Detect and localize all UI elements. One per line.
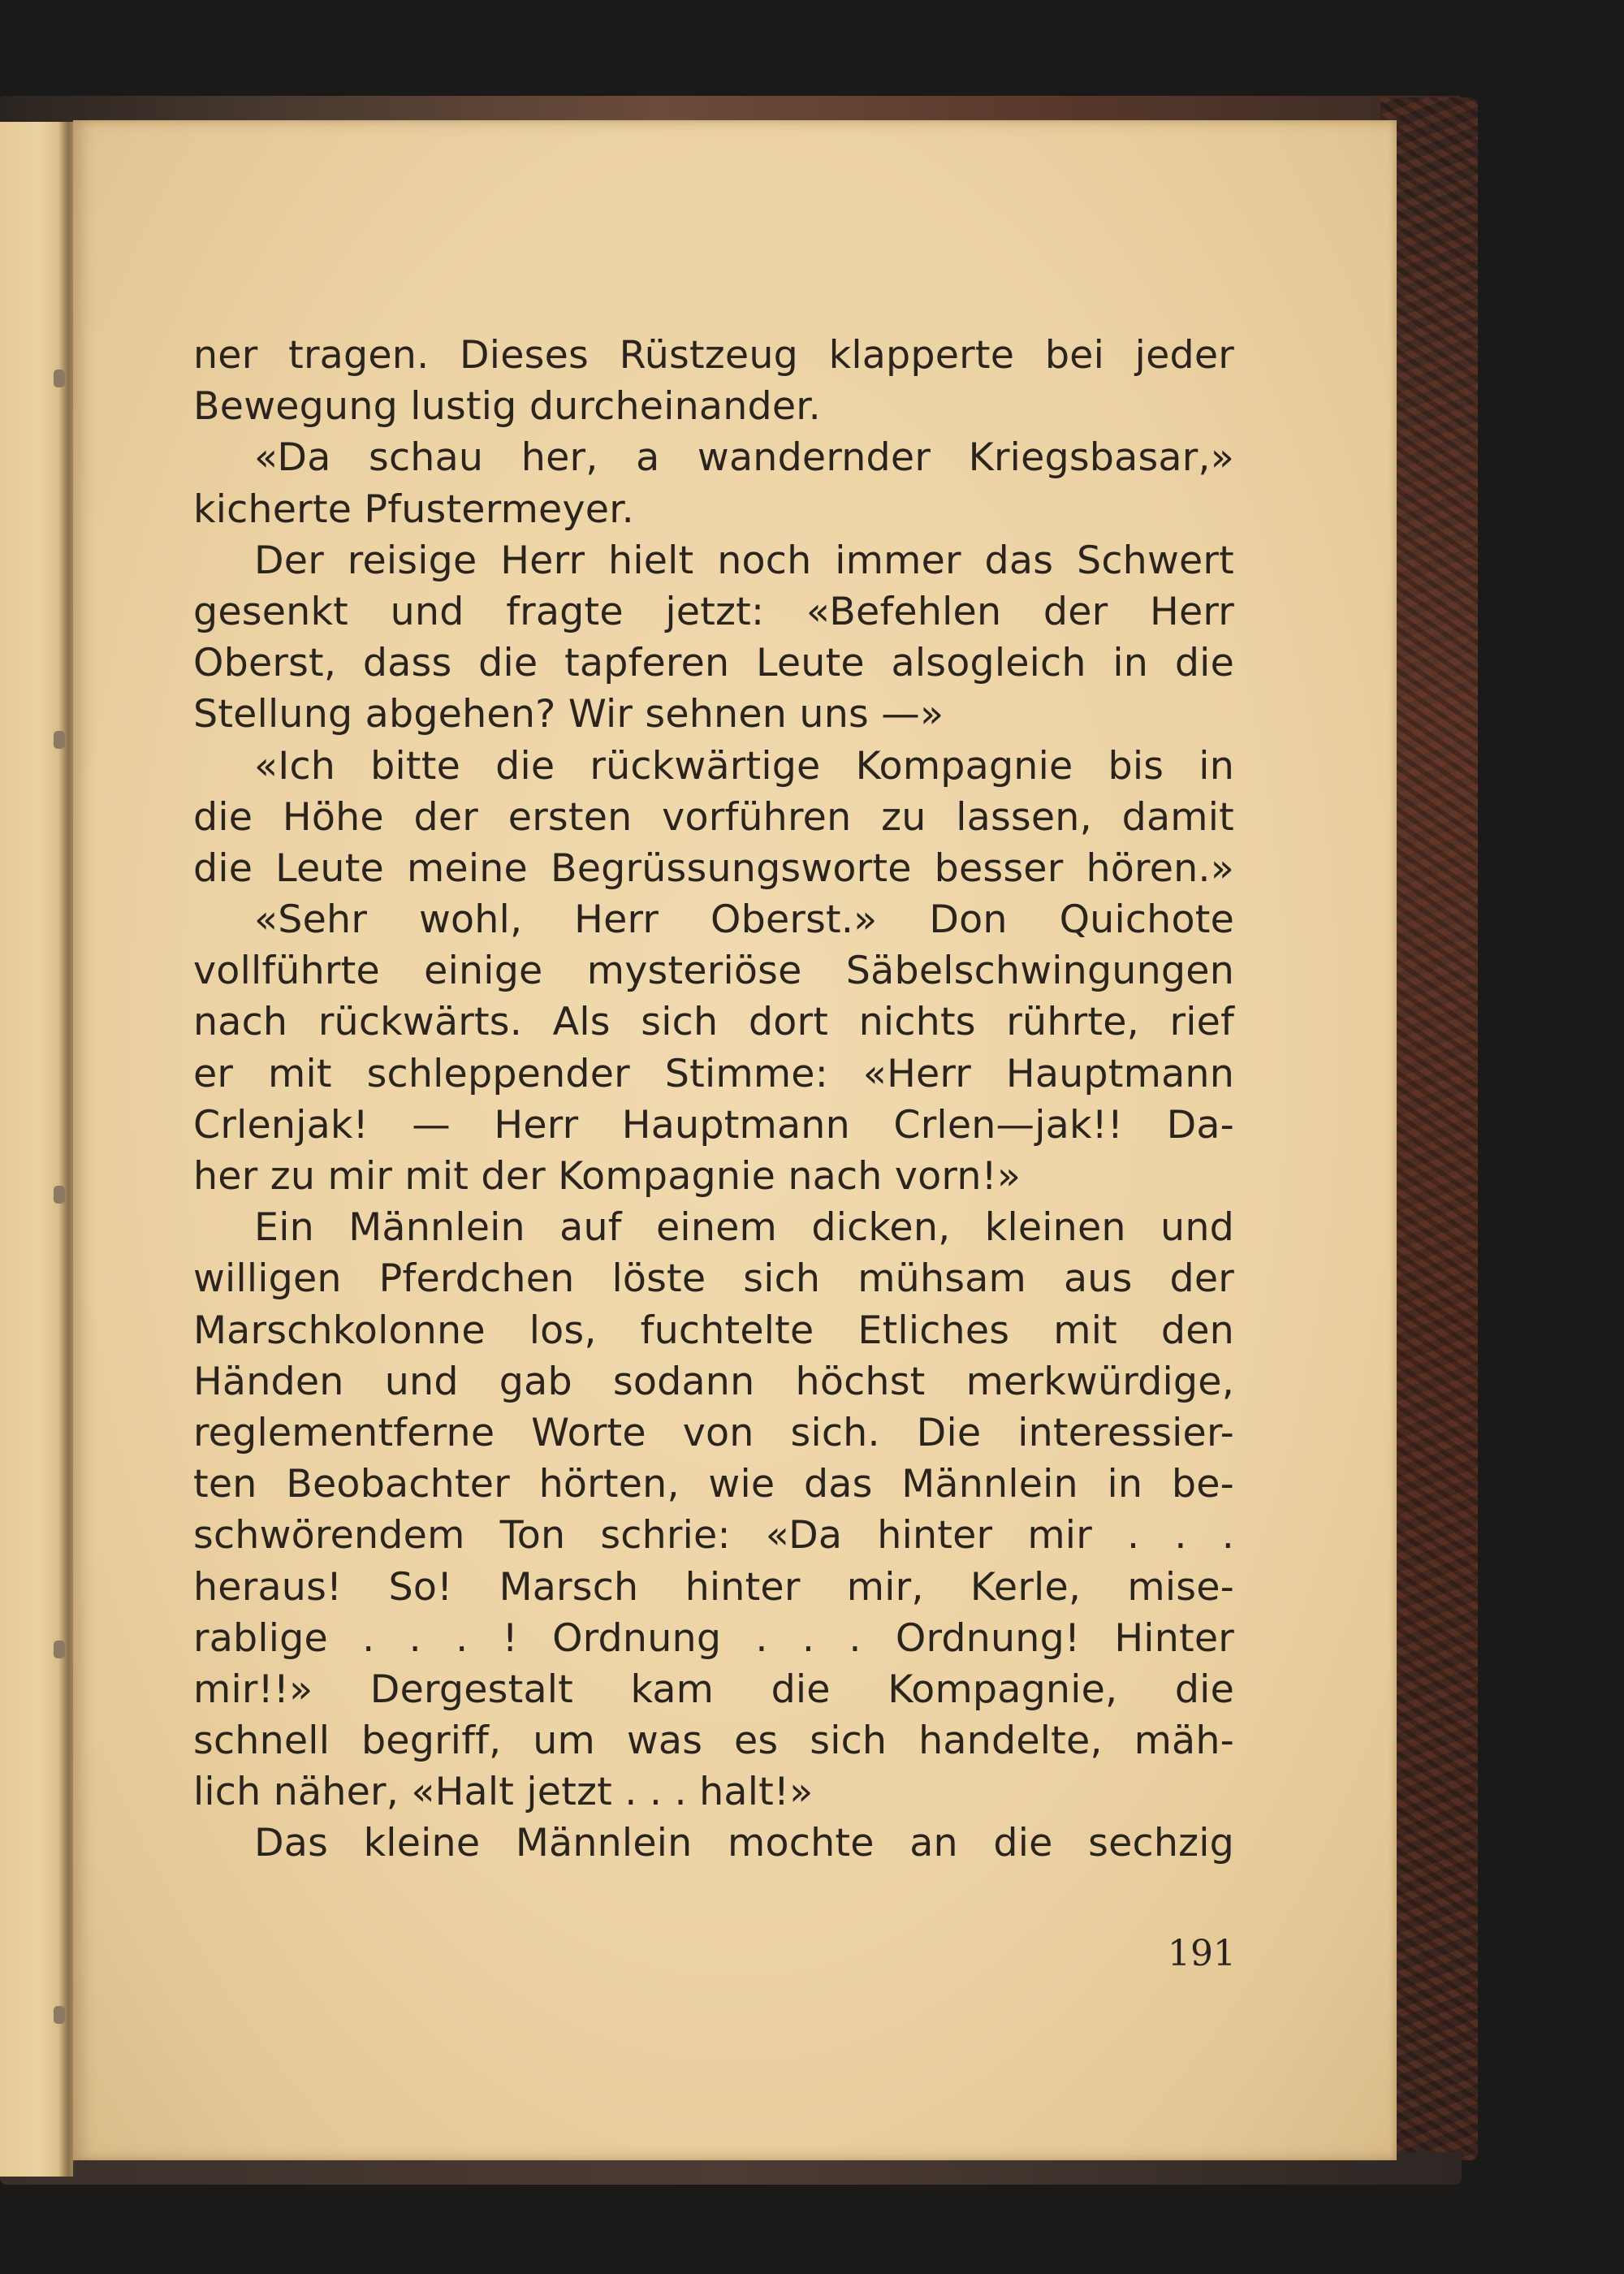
text-line: mir!!» Dergestalt kam die Kompagnie, die bbox=[193, 1667, 1234, 1712]
binding-stitch bbox=[54, 370, 65, 387]
text-line: ner tragen. Dieses Rüstzeug klapperte bei jeder bbox=[193, 333, 1234, 378]
text-line: «Da schau her, a wandernder Kriegsbasar,» bbox=[254, 435, 1234, 481]
text-line: reglementferne Worte von sich. Die interessier- bbox=[193, 1410, 1234, 1455]
binding-stitch bbox=[54, 2006, 65, 2024]
text-line: lich näher, «Halt jetzt . . . halt!» bbox=[193, 1770, 814, 1815]
text-line: er mit schleppender Stimme: «Herr Hauptmann bbox=[193, 1051, 1234, 1096]
text-line: her zu mir mit der Kompagnie nach vorn!» bbox=[193, 1154, 1021, 1199]
text-line: kicherte Pfustermeyer. bbox=[193, 486, 634, 532]
text-line: Oberst, dass die tapferen Leute alsogleich in die bbox=[193, 641, 1234, 686]
book-page bbox=[73, 120, 1397, 2160]
text-line: Marschkolonne los, fuchtelte Etliches mit den bbox=[193, 1308, 1234, 1353]
text-line: Das kleine Männlein mochte an die sechzig bbox=[254, 1821, 1234, 1866]
text-line: «Sehr wohl, Herr Oberst.» Don Quichote bbox=[254, 897, 1234, 943]
text-line: die Höhe der ersten vorführen zu lassen, damit bbox=[193, 794, 1234, 840]
text-line: schwörendem Ton schrie: «Da hinter mir . . . bbox=[193, 1513, 1234, 1559]
text-line: gesenkt und fragte jetzt: «Befehlen der Herr bbox=[193, 589, 1234, 634]
binding-stitch bbox=[54, 1186, 65, 1204]
text-line: Crlenjak! — Herr Hauptmann Crlen—jak!! Da- bbox=[193, 1102, 1234, 1148]
text-line: ten Beobachter hörten, wie das Männlein in be- bbox=[193, 1462, 1234, 1507]
text-line: Ein Männlein auf einem dicken, kleinen und bbox=[254, 1205, 1234, 1251]
binding-stitch bbox=[54, 1641, 65, 1658]
text-line: vollführte einige mysteriöse Säbelschwingungen bbox=[193, 949, 1234, 994]
text-line: rablige . . . ! Ordnung . . . Ordnung! Hinter bbox=[193, 1615, 1234, 1661]
text-line: schnell begriff, um was es sich handelte, mäh- bbox=[193, 1718, 1234, 1764]
page-number: 191 bbox=[1168, 1933, 1236, 1974]
text-line: heraus! So! Marsch hinter mir, Kerle, mise- bbox=[193, 1564, 1234, 1610]
page-text-body bbox=[193, 330, 1234, 1870]
text-line: «Ich bitte die rückwärtige Kompagnie bis in bbox=[254, 743, 1234, 789]
text-line: nach rückwärts. Als sich dort nichts rührte, rief bbox=[193, 1000, 1234, 1045]
binding-stitch bbox=[54, 731, 65, 749]
text-line: Bewegung lustig durcheinander. bbox=[193, 384, 821, 430]
text-line: die Leute meine Begrüssungsworte besser hören.» bbox=[193, 845, 1234, 891]
text-line: Der reisige Herr hielt noch immer das Schwert bbox=[254, 538, 1234, 583]
text-line: Händen und gab sodann höchst merkwürdige, bbox=[193, 1359, 1234, 1404]
text-line: Stellung abgehen? Wir sehnen uns —» bbox=[193, 692, 944, 737]
text-line: willigen Pferdchen löste sich mühsam aus der bbox=[193, 1256, 1234, 1302]
